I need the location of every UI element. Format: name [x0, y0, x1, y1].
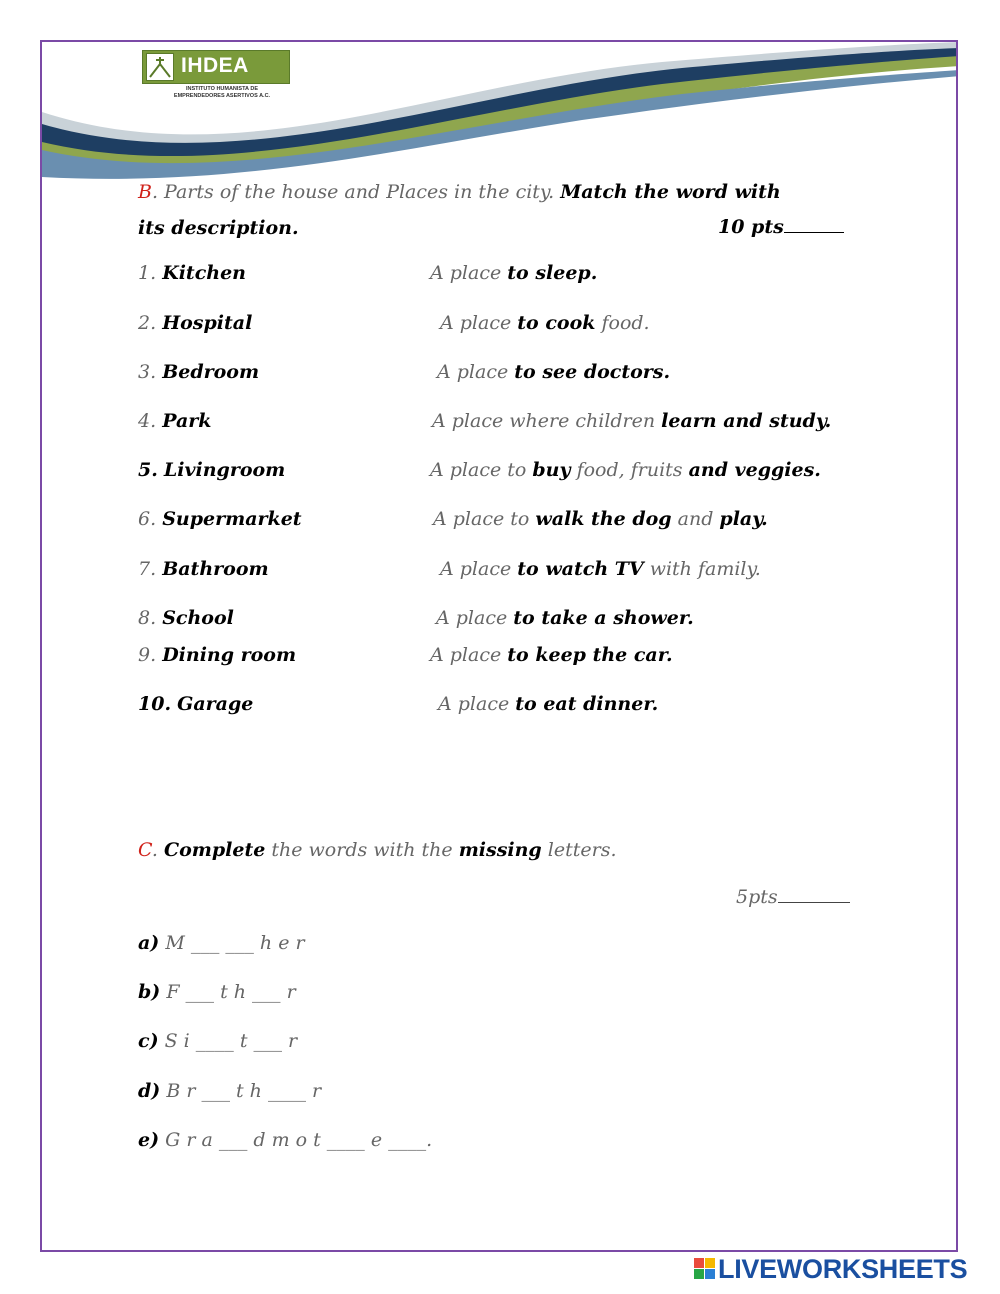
logo-emblem-icon — [146, 53, 174, 81]
section-b-points: 10 pts — [718, 216, 844, 238]
logo-banner — [142, 50, 290, 84]
match-description[interactable]: A place to take a shower. — [436, 607, 694, 629]
fill-in-item[interactable]: c) S i ____ t ___ r — [138, 1030, 298, 1052]
fill-in-item[interactable]: e) G r a ___ d m o t ____ e ____. — [138, 1129, 433, 1151]
liveworksheets-logo-icon — [694, 1258, 716, 1280]
match-description[interactable]: A place to eat dinner. — [438, 693, 659, 715]
match-word[interactable]: 3. Bedroom — [138, 361, 260, 383]
match-description[interactable]: A place to sleep. — [430, 262, 598, 284]
match-description[interactable]: A place to walk the dog and play. — [433, 508, 768, 530]
match-word[interactable]: 7. Bathroom — [138, 558, 269, 580]
fill-in-item[interactable]: d) B r ___ t h ____ r — [138, 1080, 322, 1102]
section-b-title: B. Parts of the house and Places in the city. Match the word with — [138, 181, 781, 203]
match-word[interactable]: 2. Hospital — [138, 312, 253, 334]
section-c-title: C. Complete the words with the missing letters. — [138, 839, 617, 861]
section-b-title-line2: its description. — [138, 217, 299, 239]
match-description[interactable]: A place to cook food. — [440, 312, 650, 334]
match-word[interactable]: 8. School — [138, 607, 234, 629]
match-description[interactable]: A place to watch TV with family. — [440, 558, 761, 580]
brand-name: LIVEWORKSHEETS — [718, 1254, 968, 1284]
match-word[interactable]: 6. Supermarket — [138, 508, 302, 530]
liveworksheets-brand — [694, 1254, 994, 1284]
match-description[interactable]: A place to buy food, fruits and veggies. — [430, 459, 821, 481]
match-word[interactable]: 5. Livingroom — [138, 459, 286, 481]
ihdea-logo — [142, 50, 292, 102]
logo-subtitle: INSTITUTO HUMANISTA DE EMPRENDEDORES ASERTIVOS A.C. — [173, 86, 271, 99]
match-word[interactable]: 10. Garage — [138, 693, 254, 715]
match-description[interactable]: A place to see doctors. — [437, 361, 671, 383]
match-word[interactable]: 1. Kitchen — [138, 262, 246, 284]
fill-in-item[interactable]: a) M ___ ___ h e r — [138, 932, 305, 954]
section-b-letter: B — [138, 181, 152, 203]
points-blank[interactable] — [784, 216, 844, 233]
logo-name: IHDEA — [181, 54, 249, 77]
points-blank[interactable] — [778, 886, 850, 903]
match-description[interactable]: A place to keep the car. — [430, 644, 673, 666]
fill-in-item[interactable]: b) F ___ t h ___ r — [138, 981, 296, 1003]
match-description[interactable]: A place where children learn and study. — [432, 410, 832, 432]
section-c-letter: C — [138, 839, 152, 861]
match-word[interactable]: 9. Dining room — [138, 644, 297, 666]
match-word[interactable]: 4. Park — [138, 410, 212, 432]
section-c-points: 5pts — [736, 886, 850, 908]
